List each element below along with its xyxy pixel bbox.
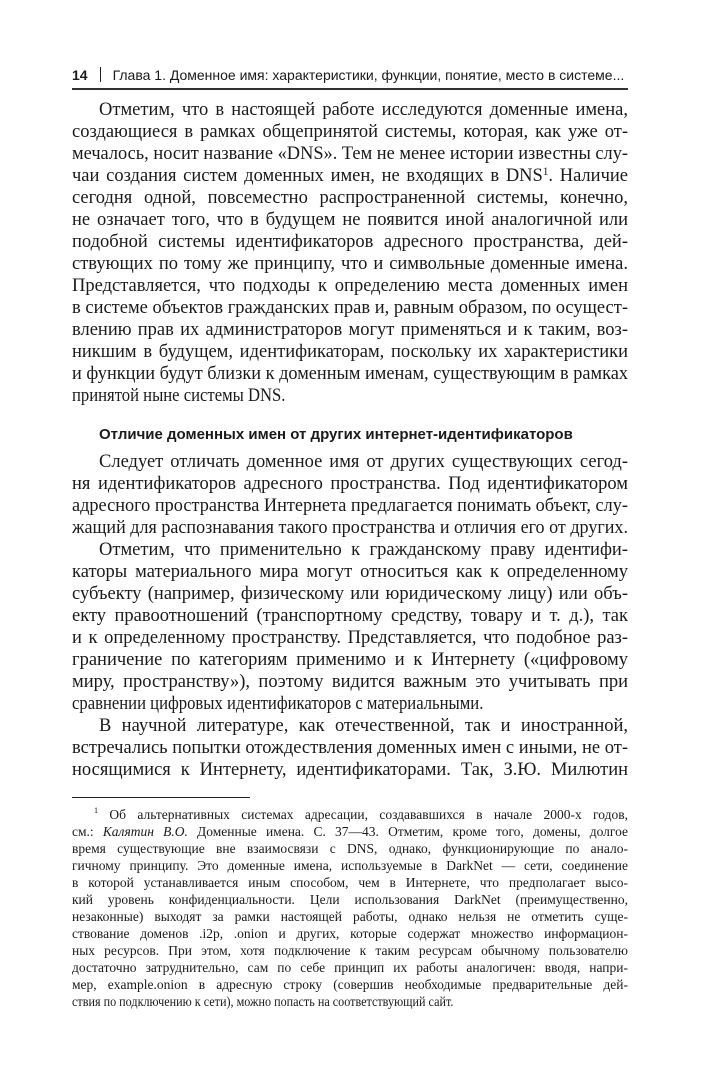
text-line: встречались попытки отождествления доменных имен с иными, не от- [72, 738, 628, 758]
text-line: не означает того, что в будущем не появится иной аналогичной или [72, 210, 628, 230]
footnote-line: достаточно затруднительно, сам по себе принцип их работы аналогичен: вводя, напри- [72, 960, 628, 975]
text-line: ня идентификаторов адресного пространства. Под идентификатором [72, 474, 628, 494]
footnote [72, 806, 628, 1010]
footnote-line: кий уровень конфиденциальности. Цели использования DarkNet (преимущественно, [72, 892, 628, 907]
footnote-rule [72, 797, 250, 798]
footnote-line: ствия по подключению к сети), можно попасть на соответствующий сайт. [72, 994, 454, 1009]
footnote-line: время существующие вне взаимосвязи с DNS, однако, функционирующие по анало- [72, 841, 628, 856]
text-line: создающиеся в рамках общепринятой системы, которая, как уже от- [72, 122, 628, 142]
text-line: ствующих по тому же принципу, что и символьные доменные имена. [72, 254, 628, 274]
text-line: принятой ныне системы DNS. [72, 386, 286, 406]
text-line: носящимися к Интернету, идентификаторами. Так, З.Ю. Милютин [72, 760, 628, 780]
text-line: субъекту (например, физическому или юридическому лицу) или объ- [72, 584, 628, 604]
header-rule [72, 88, 628, 90]
text-line: екту правоотношений (транспортному средству, товару и т. д.), так [72, 606, 628, 626]
cited-author: Калятин В.О. [102, 824, 188, 839]
text-line: и к определенному пространству. Представляется, что подобное раз- [72, 628, 628, 648]
text-line: и функции будут близки к доменным именам, существующим в рамках [72, 364, 628, 384]
footnote-line: незаконные) выходят за рамки настоящей работы, однако нельзя не отметить суще- [72, 909, 628, 924]
text-line: влению прав их администраторов могут применяться и к таким, воз- [72, 320, 628, 340]
text-line: подобной системы идентификаторов адресного пространства, дей- [72, 232, 628, 252]
footnote-line: мер, example.onion в адресную строку (совершив необходимые предварительные дей- [72, 977, 628, 992]
paragraph-1 [72, 99, 628, 407]
text-line: В научной литературе, как отечественной, так и иностранной, [99, 716, 628, 736]
text-line: миру, пространству»), поэтому видится важным это учитывать при [72, 672, 628, 692]
text-line: никшим в будущем, идентификаторам, поскольку их характеристики [72, 342, 628, 362]
text-line: Представляется, что подходы к определению места доменных имен [72, 276, 628, 296]
paragraphs-2-4 [72, 451, 628, 781]
text-line: Отметим, что применительно к гражданскому праву идентифи- [99, 540, 628, 560]
text-line: в системе объектов гражданских прав и, равным образом, по осущест- [72, 298, 628, 318]
footnote-ref[interactable]: 1 [542, 166, 549, 178]
text-line: сравнении цифровых идентификаторов с материальными. [72, 694, 484, 714]
text-line: сегодня одной, повсеместно распространенной системы, конечно, [72, 188, 628, 208]
footnote-line: ных ресурсов. При этом, хотя подключение к таким ресурсам обычному пользователю [72, 943, 628, 958]
text-line: жащий для распознавания такого пространства и отличия его от других. [72, 518, 628, 538]
footnote-line: $^1$ Об альтернативных системах адресации, создававшихся в начале 2000-х годов, [94, 806, 628, 822]
running-title: Глава 1. Доменное имя: характеристики, функции, понятие, место в системе... [112, 67, 625, 83]
footnote-marker: 1 [94, 806, 99, 815]
text-line: чаи создания систем доменных имен, не входящих в DNS$^1$. Наличие [72, 166, 628, 186]
text-line: граничение по категориям применимо и к Интернету («цифровому [72, 650, 628, 670]
footnote-line: гичному принципу. Это доменные имена, используемые в DarkNet — сети, соединение [72, 858, 628, 873]
footnote-line: в которой устанавливается иным способом, чем в Интернете, что предполагает высо- [72, 875, 628, 890]
footnote-line: ствование доменов .i2p, .onion и других, которые содержат множество информацион- [72, 926, 628, 941]
section-heading: Отличие доменных имен от других интернет-идентификаторов [99, 426, 573, 443]
footnote-line: см.: Калятин В.О. Доменные имена. С. 37—43. Отметим, кроме того, домены, долгое [72, 824, 628, 839]
text-line: каторы материального мира могут относиться как к определенному [72, 562, 628, 582]
text-line: Отметим, что в настоящей работе исследуются доменные имена, [99, 100, 628, 120]
text-line: мечалось, носит название «DNS». Тем не менее истории известны слу- [72, 144, 628, 164]
text-line: адресного пространства Интернета предлагается понимать объект, слу- [72, 496, 628, 516]
text-line: Следует отличать доменное имя от других существующих сегод- [99, 452, 628, 472]
header-separator [100, 67, 101, 82]
running-header [72, 64, 628, 86]
page-number: 14 [72, 67, 88, 83]
